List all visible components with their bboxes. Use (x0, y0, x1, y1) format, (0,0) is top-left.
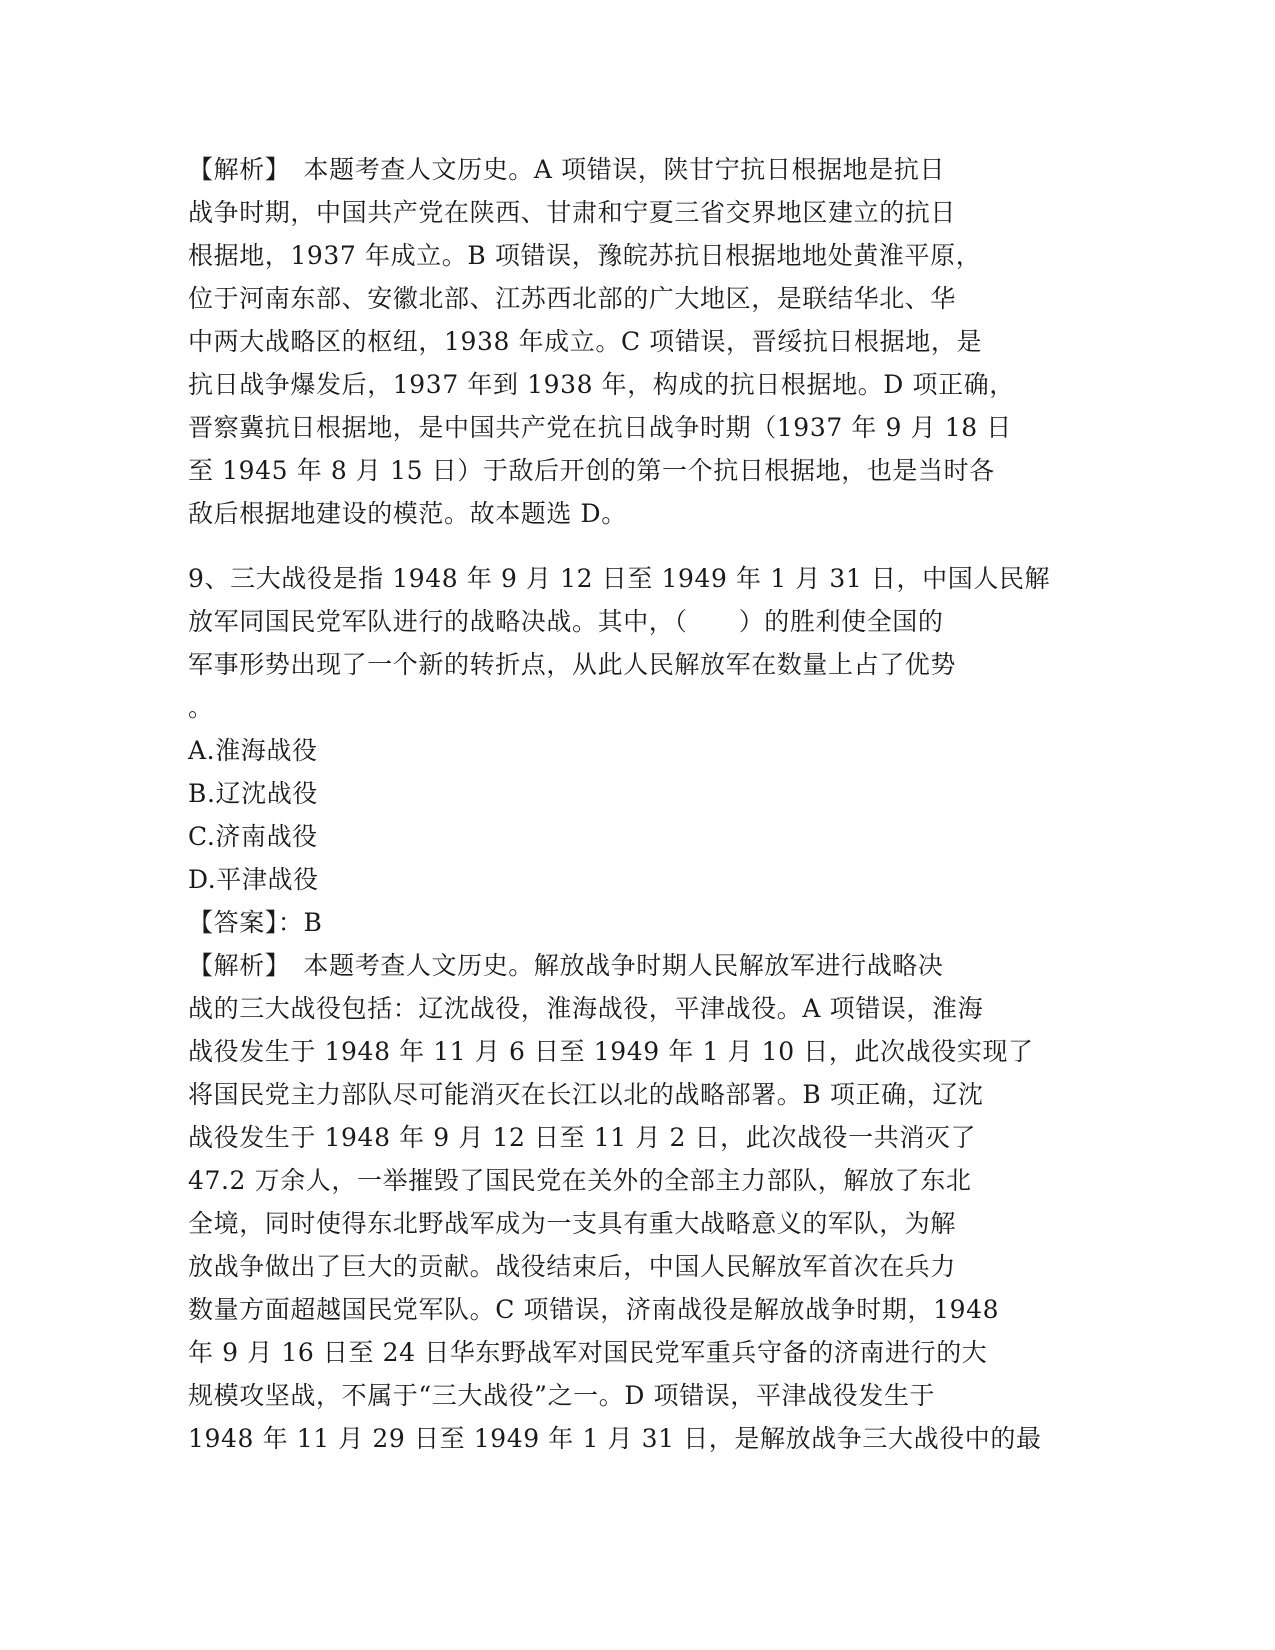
analysis-block (188, 944, 1088, 1460)
question-text-line: 。 (188, 693, 214, 722)
text-line: 放战争做出了巨大的贡献。战役结束后，中国人民解放军首次在兵力 (188, 1252, 957, 1281)
option-d: D.平津战役 (188, 865, 319, 894)
text-line: 年 9 月 16 日至 24 日华东野战军对国民党军重兵守备的济南进行的大 (188, 1338, 988, 1367)
text-line: 根据地，1937 年成立。B 项错误，豫皖苏抗日根据地地处黄淮平原， (188, 241, 982, 270)
answer-line: 【答案】：B (188, 908, 323, 937)
text-line: 战争时期，中国共产党在陕西、甘肃和宁夏三省交界地区建立的抗日 (188, 198, 957, 227)
text-line: 位于河南东部、安徽北部、江苏西北部的广大地区，是联结华北、华 (188, 284, 957, 313)
text-line: 晋察冀抗日根据地，是中国共产党在抗日战争时期（1937 年 9 月 18 日 (188, 413, 1012, 442)
text-line: 【解析】 本题考查人文历史。解放战争时期人民解放军进行战略决 (188, 951, 944, 980)
option-a: A.淮海战役 (188, 736, 318, 765)
text-line: 规模攻坚战，不属于“三大战役”之一。D 项错误，平津战役发生于 (188, 1381, 936, 1410)
question-text-line: 军事形势出现了一个新的转折点，从此人民解放军在数量上占了优势 (188, 650, 957, 679)
paragraph-gap (188, 535, 1088, 557)
text-line: 将国民党主力部队尽可能消灭在长江以北的战略部署。B 项正确，辽沈 (188, 1080, 984, 1109)
text-line: 抗日战争爆发后，1937 年到 1938 年，构成的抗日根据地。D 项正确， (188, 370, 1015, 399)
text-line: 全境，同时使得东北野战军成为一支具有重大战略意义的军队，为解 (188, 1209, 957, 1238)
text-column (188, 148, 1088, 1460)
text-line: 中两大战略区的枢纽，1938 年成立。C 项错误，晋绥抗日根据地，是 (188, 327, 983, 356)
text-line: 47.2 万余人，一举摧毁了国民党在关外的全部主力部队，解放了东北 (188, 1166, 972, 1195)
text-line: 至 1945 年 8 月 15 日）于敌后开创的第一个抗日根据地，也是当时各 (188, 456, 995, 485)
text-line: 战役发生于 1948 年 11 月 6 日至 1949 年 1 月 10 日，此次战役实现了 (188, 1037, 1034, 1066)
option-c: C.济南战役 (188, 822, 318, 851)
previous-analysis-block (188, 148, 1088, 535)
text-line: 敌后根据地建设的模范。故本题选 D。 (188, 499, 627, 528)
question-block (188, 557, 1088, 944)
question-text-line: 9、三大战役是指 1948 年 9 月 12 日至 1949 年 1 月 31 日，中国人民解 (188, 564, 1051, 593)
question-text-line: 放军同国民党军队进行的战略决战。其中，（ ）的胜利使全国的 (188, 607, 944, 636)
text-line: 战的三大战役包括：辽沈战役，淮海战役，平津战役。A 项错误，淮海 (188, 994, 984, 1023)
text-line: 【解析】 本题考查人文历史。A 项错误，陕甘宁抗日根据地是抗日 (188, 155, 946, 184)
text-line: 数量方面超越国民党军队。C 项错误，济南战役是解放战争时期，1948 (188, 1295, 1000, 1324)
option-b: B.辽沈战役 (188, 779, 318, 808)
text-line: 1948 年 11 月 29 日至 1949 年 1 月 31 日，是解放战争三大战役中的最 (188, 1424, 1042, 1453)
text-line: 战役发生于 1948 年 9 月 12 日至 11 月 2 日，此次战役一共消灭了 (188, 1123, 977, 1152)
